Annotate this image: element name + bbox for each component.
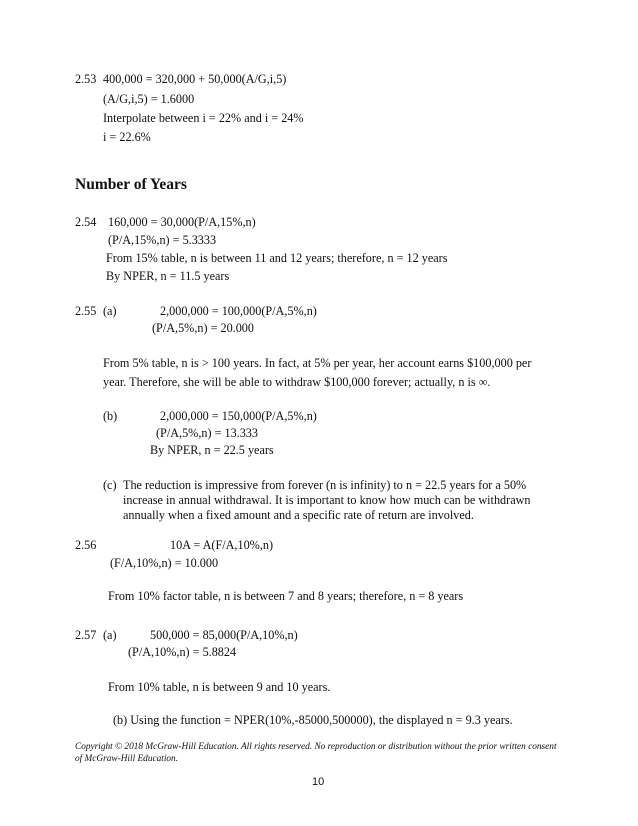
problem-2-55-a-line-1: 2,000,000 = 100,000(P/A,5%,n) [160,304,317,318]
problem-2-56-line-2: (F/A,10%,n) = 10.000 [110,556,219,570]
problem-2-53-line-3: Interpolate between i = 22% and i = 24% [103,111,304,125]
problem-2-54-line-2: (P/A,15%,n) = 5.3333 [108,233,217,247]
problem-2-55-c-label: (c) [103,478,117,492]
page-number: 10 [312,776,325,788]
section-heading: Number of Years [75,176,187,193]
problem-2-55-a-line-4: year. Therefore, she will be able to withdraw $100,000 forever; actually, n is ∞. [103,375,491,389]
problem-2-55-b-line-1: 2,000,000 = 150,000(P/A,5%,n) [160,409,317,423]
problem-2-57-b-line-1: (b) Using the function = NPER(10%,-85000,500000), the displayed n = 9.3 years. [113,713,513,727]
problem-2-55-c-line-2: increase in annual withdrawal. It is important to know how much can be withdrawn [123,493,531,507]
problem-2-55-b-line-3: By NPER, n = 22.5 years [150,443,274,457]
problem-2-54-line-4: By NPER, n = 11.5 years [106,269,230,283]
problem-2-53-line-2: (A/G,i,5) = 1.6000 [103,92,195,106]
problem-2-55-b-label: (b) [103,409,118,423]
problem-2-55-a-line-2: (P/A,5%,n) = 20.000 [152,321,254,335]
problem-2-56-number: 2.56 [75,538,97,552]
problem-2-57-a-label: (a) [103,628,117,642]
problem-2-55-c-line-1: The reduction is impressive from forever (n is infinity) to n = 22.5 years for a 50% [123,478,527,492]
copyright-line-1: Copyright © 2018 McGraw-Hill Education. All rights reserved. No reproduction or distribution without the prior written consent [75,742,557,752]
problem-2-54-line-3: From 15% table, n is between 11 and 12 years; therefore, n = 12 years [106,251,448,265]
problem-2-54-number: 2.54 [75,215,97,229]
problem-2-55-a-label: (a) [103,304,117,318]
problem-2-55-c-line-3: annually when a fixed amount and a specific rate of return are involved. [123,508,474,522]
problem-2-57-a-line-3: From 10% table, n is between 9 and 10 years. [108,680,331,694]
problem-2-54-line-1: 160,000 = 30,000(P/A,15%,n) [108,215,256,229]
problem-2-55-number: 2.55 [75,304,97,318]
problem-2-56-line-3: From 10% factor table, n is between 7 and 8 years; therefore, n = 8 years [108,589,464,603]
problem-2-57-a-line-2: (P/A,10%,n) = 5.8824 [128,645,237,659]
problem-2-53-line-4: i = 22.6% [103,130,151,144]
problem-2-57-number: 2.57 [75,628,97,642]
copyright-line-2: of McGraw-Hill Education. [75,754,179,764]
copyright-footer [75,741,557,765]
problem-2-56-line-1: 10A = A(F/A,10%,n) [170,538,274,552]
problem-2-53-line-1: 400,000 = 320,000 + 50,000(A/G,i,5) [103,72,287,86]
problem-2-55-a-line-3: From 5% table, n is > 100 years. In fact, at 5% per year, her account earns $100,000 per [103,356,532,370]
problem-2-55-b-line-2: (P/A,5%,n) = 13.333 [156,426,258,440]
problem-2-53-number: 2.53 [75,72,97,86]
problem-2-57-a-line-1: 500,000 = 85,000(P/A,10%,n) [150,628,298,642]
